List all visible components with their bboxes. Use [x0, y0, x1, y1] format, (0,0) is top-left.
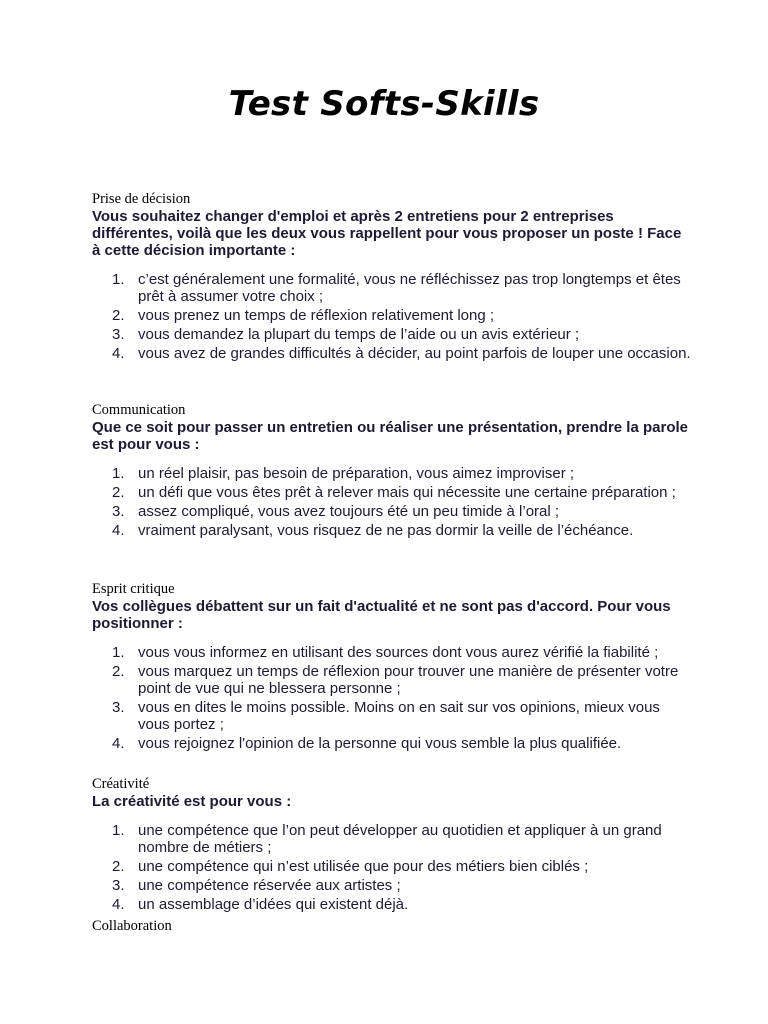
options-list	[92, 644, 692, 752]
option-item: 4. un assemblage d’idées qui existent déjà.	[112, 896, 409, 913]
page-title: Test Softs-Skills	[228, 84, 540, 124]
option-item: 1. c’est généralement une formalité, vous ne réfléchissez pas trop longtemps et êtes prêt à assumer votre choix ;	[112, 271, 681, 305]
option-item: 3. assez compliqué, vous avez toujours été un peu timide à l’oral ;	[112, 503, 560, 520]
section-esprit-critique	[92, 581, 692, 754]
option-item: 3. une compétence réservée aux artistes ;	[112, 877, 401, 894]
section-creativite	[92, 776, 692, 915]
category-label-collaboration: Collaboration	[92, 918, 172, 934]
section-prise-de-decision	[92, 191, 692, 364]
category-label: Communication	[92, 402, 186, 418]
question-text: Que ce soit pour passer un entretien ou réaliser une présentation, prendre la parole est pour vous :	[92, 419, 688, 453]
option-item: 3. vous demandez la plupart du temps de l’aide ou un avis extérieur ;	[112, 326, 580, 343]
option-item: 1. vous vous informez en utilisant des sources dont vous aurez vérifié la fiabilité ;	[112, 644, 659, 661]
option-item: 2. vous prenez un temps de réflexion relativement long ;	[112, 307, 495, 324]
category-label: Prise de décision	[92, 191, 191, 207]
option-item: 4. vous rejoignez l'opinion de la personne qui vous semble la plus qualifiée.	[112, 735, 622, 752]
option-item: 1. une compétence que l’on peut développer au quotidien et appliquer à un grand nombre de métiers ;	[112, 822, 662, 856]
option-item: 2. un défi que vous êtes prêt à relever mais qui nécessite une certaine préparation ;	[112, 484, 676, 501]
option-item: 1. un réel plaisir, pas besoin de préparation, vous aimez improviser ;	[112, 465, 575, 482]
question-text: Vous souhaitez changer d'emploi et après 2 entretiens pour 2 entreprises différentes, voilà que les deux vous rappellent pour vous proposer un poste ! Face à cette décision importante :	[92, 208, 682, 259]
option-item: 4. vraiment paralysant, vous risquez de ne pas dormir la veille de l’échéance.	[112, 522, 634, 539]
category-label: Créativité	[92, 776, 150, 792]
options-list	[92, 271, 692, 362]
option-item: 2. une compétence qui n’est utilisée que pour des métiers bien ciblés ;	[112, 858, 589, 875]
options-list	[92, 822, 692, 913]
category-label: Esprit critique	[92, 581, 175, 597]
options-list	[92, 465, 692, 539]
question-text: La créativité est pour vous :	[92, 793, 292, 810]
option-item: 2. vous marquez un temps de réflexion pour trouver une manière de présenter votre point de vue qui ne blessera personne ;	[112, 663, 679, 697]
section-communication	[92, 402, 692, 541]
option-item: 4. vous avez de grandes difficultés à décider, au point parfois de louper une occasion.	[112, 345, 691, 362]
question-text: Vos collègues débattent sur un fait d'actualité et ne sont pas d'accord. Pour vous positionner :	[92, 598, 671, 632]
option-item: 3. vous en dites le moins possible. Moins on en sait sur vos opinions, mieux vous vous portez ;	[112, 699, 660, 733]
